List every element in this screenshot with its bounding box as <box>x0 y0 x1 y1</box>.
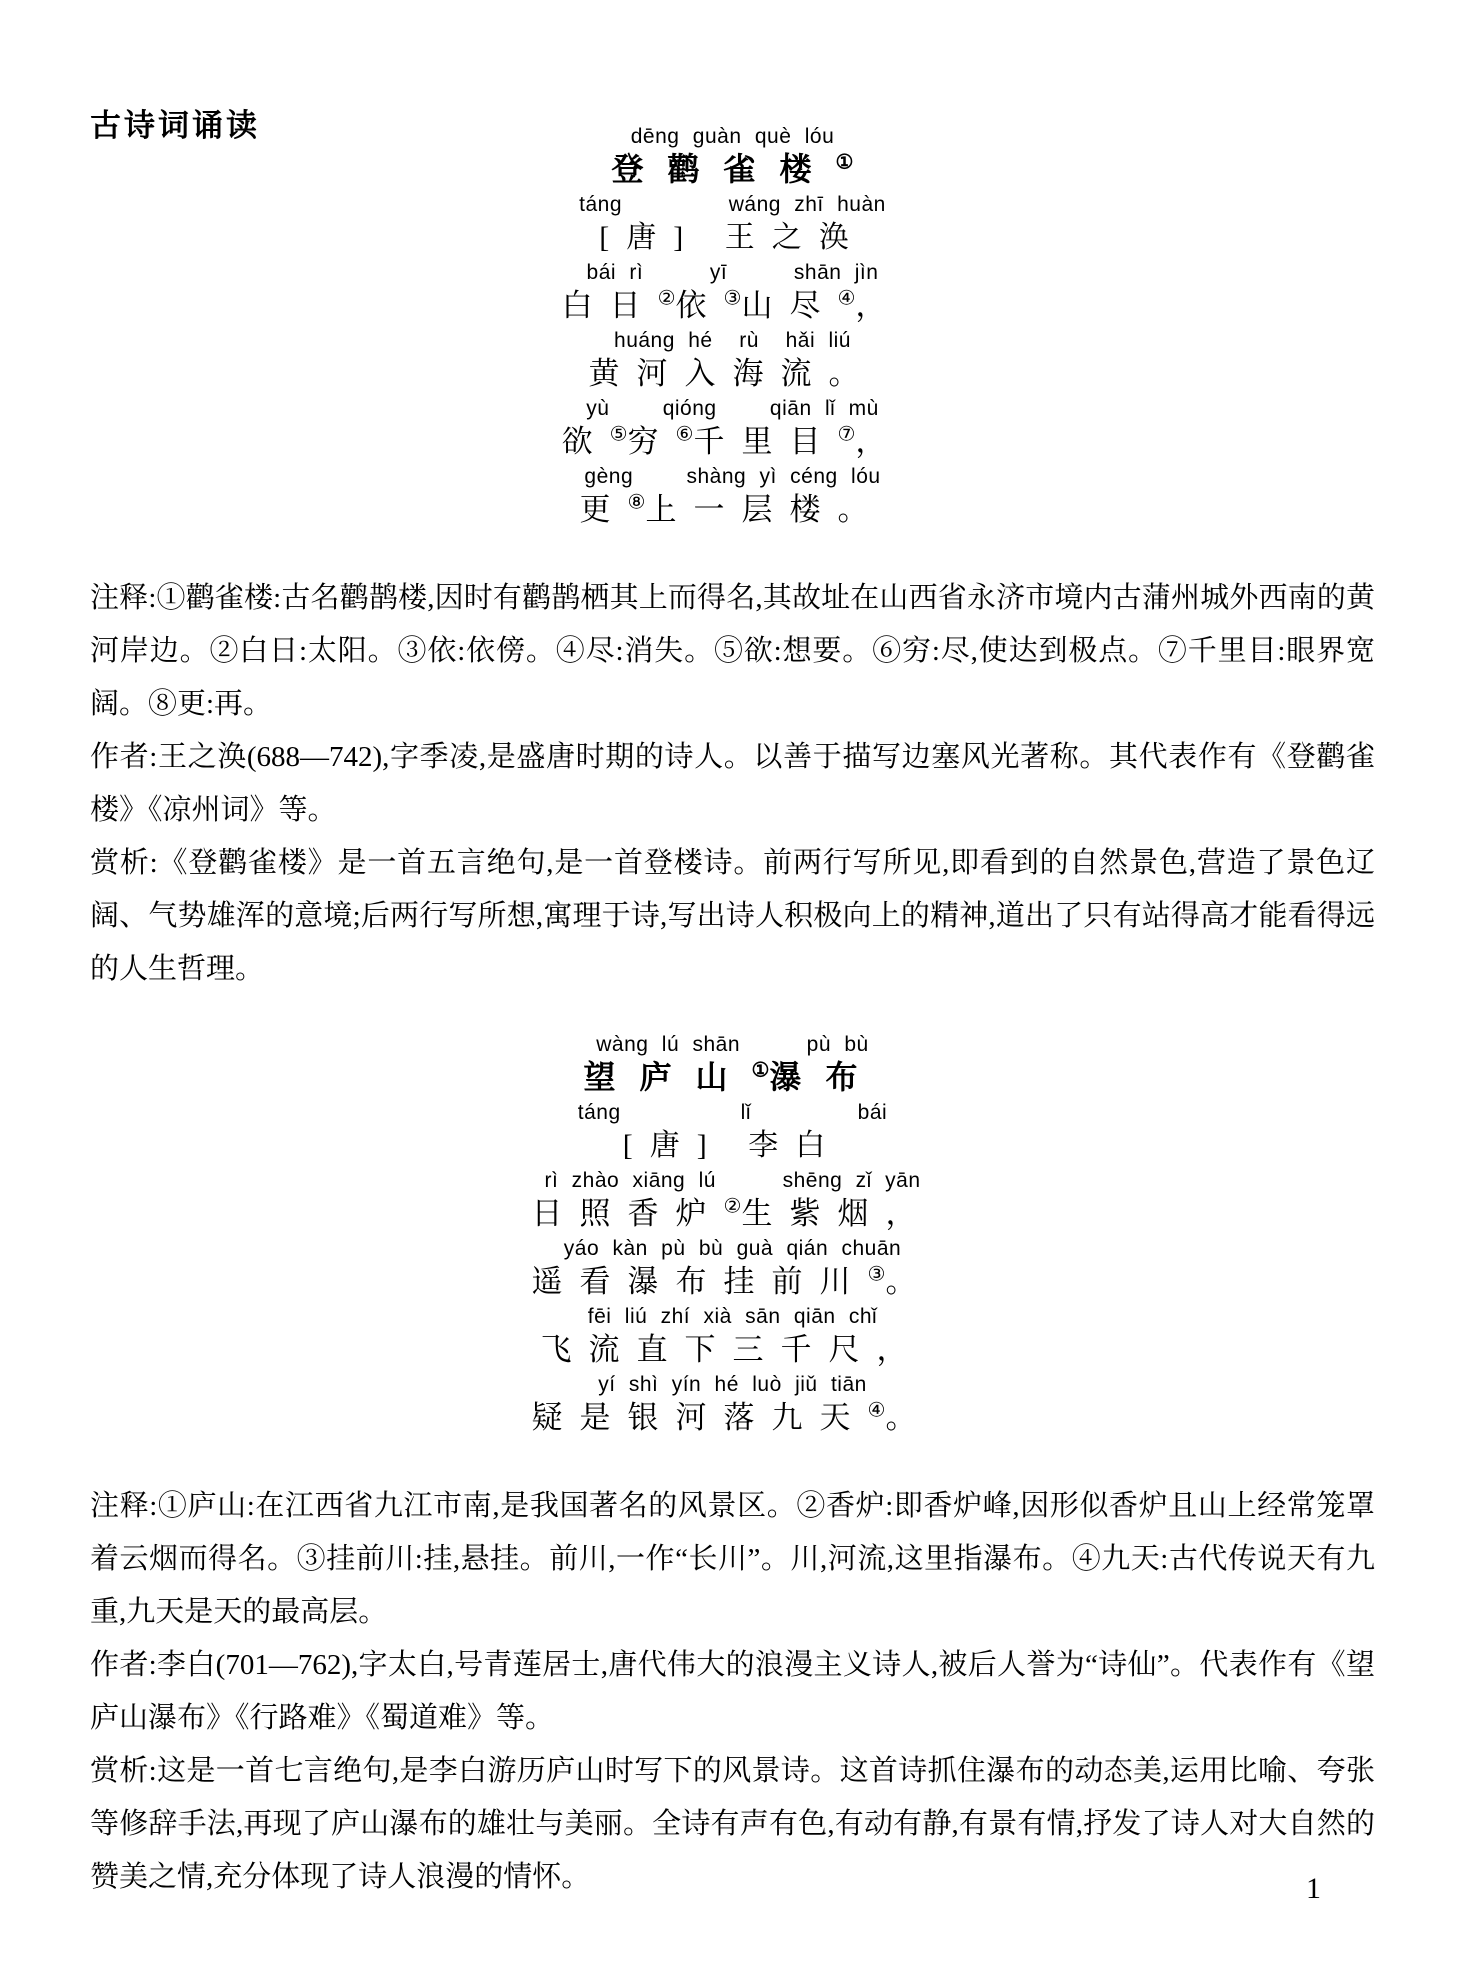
poem-author: [唐] 王之涣 <box>599 221 866 254</box>
title-couplet <box>90 124 1375 190</box>
verse-pinyin-line: gèng shàng yì céng lóu <box>584 465 881 488</box>
annotation-ref: ① <box>835 151 854 174</box>
poem-author: [唐] 李白 <box>622 1129 843 1162</box>
author-pinyin-line: táng lǐ bái <box>577 1101 888 1124</box>
page-number: 1 <box>1306 1872 1321 1905</box>
poem-block <box>90 996 1375 1904</box>
verse-pinyin-line: huáng hé rù hǎi liú <box>614 329 851 352</box>
verse-line: 遥看瀑布挂前川③。 <box>531 1263 934 1299</box>
annotation-ref: ③ <box>723 287 742 310</box>
poem-paragraphs <box>90 1440 1375 1904</box>
poem-title: 登鹳雀楼① <box>611 151 854 187</box>
verse-couplet <box>90 1168 1375 1234</box>
verse-line: 飞流直下三千尺， <box>540 1332 925 1367</box>
verse-couplet <box>90 328 1375 394</box>
page-content <box>90 0 1375 1904</box>
annotation-ref: ⑦ <box>837 423 856 446</box>
poem-block <box>90 0 1375 996</box>
annotation-ref: ① <box>751 1059 770 1082</box>
verse-pinyin-line: yí shì yín hé luò jiǔ tiān <box>598 1373 867 1396</box>
verse-pinyin-line: yù qióng qiān lǐ mù <box>586 397 879 420</box>
annotation-ref: ⑤ <box>609 423 628 446</box>
verse-line: 疑是银河落九天④。 <box>531 1399 934 1435</box>
verse-couplet <box>90 260 1375 326</box>
annotation-ref: ② <box>657 287 676 310</box>
annotation-ref: ④ <box>837 287 856 310</box>
author-pinyin-line: táng wáng zhī huàn <box>579 193 886 216</box>
title-pinyin-line: wàng lú shān pù bù <box>596 1033 869 1056</box>
title-couplet <box>90 1032 1375 1098</box>
author-paragraph: 作者:李白(701—762),字太白,号青莲居士,唐代伟大的浪漫主义诗人,被后人誉为“诗仙”。代表作有《望庐山瀑布》《行路难》《蜀道难》等。 <box>90 1649 1375 1734</box>
poems-container <box>90 0 1375 1904</box>
verse-pinyin-line: rì zhào xiāng lú shēng zǐ yān <box>544 1169 921 1192</box>
author-couplet <box>90 192 1375 258</box>
verse-line: 日照香炉②生紫烟， <box>531 1195 934 1231</box>
author-paragraph: 作者:王之涣(688—742),字季凌,是盛唐时期的诗人。以善于描写边塞风光著称。其代表作有《登鹳雀楼》《凉州词》等。 <box>90 741 1375 826</box>
poem-paragraphs <box>90 532 1375 996</box>
analysis-paragraph: 赏析:《登鹳雀楼》是一首五言绝句,是一首登楼诗。前两行写所见,即看到的自然景色,营造了景色辽阔、气势雄浑的意境;后两行写所想,寓理于诗,写出诗人积极向上的精神,道出了只有站得高才能看得远的人生哲理。 <box>90 847 1375 985</box>
notes-paragraph: 注释:①鹳雀楼:古名鹳鹊楼,因时有鹳鹊栖其上而得名,其故址在山西省永济市境内古蒲州城外西南的黄河岸边。②白日:太阳。③依:依傍。④尽:消失。⑤欲:想要。⑥穷:尽,使达到极点。⑦千里目:眼界宽阔。⑧更:再。 <box>90 582 1375 720</box>
verse-line: 白日②依③山尽④， <box>561 287 904 323</box>
annotation-ref: ⑧ <box>627 491 646 514</box>
title-pinyin-line: dēng guàn què lóu <box>630 125 835 148</box>
annotation-ref: ③ <box>867 1263 886 1286</box>
verse-line: 黄河入海流。 <box>588 356 877 391</box>
analysis-paragraph: 赏析:这是一首七言绝句,是李白游历庐山时写下的风景诗。这首诗抓住瀑布的动态美,运用比喻、夸张等修辞手法,再现了庐山瀑布的雄壮与美丽。全诗有声有色,有动有静,有景有情,抒发了诗人对大自然的赞美之情,充分体现了诗人浪漫的情怀。 <box>90 1755 1375 1893</box>
notes-paragraph: 注释:①庐山:在江西省九江市南,是我国著名的风景区。②香炉:即香炉峰,因形似香炉且山上经常笼罩着云烟而得名。③挂前川:挂,悬挂。前川,一作“长川”。川,河流,这里指瀑布。④九天:古代传说天有九重,九天是天的最高层。 <box>90 1490 1375 1628</box>
verse-couplet <box>90 1372 1375 1438</box>
author-couplet <box>90 1100 1375 1166</box>
verse-couplet <box>90 464 1375 530</box>
verse-line: 更⑧上一层楼。 <box>579 491 886 527</box>
verse-couplet <box>90 1304 1375 1370</box>
verse-line: 欲⑤穷⑥千里目⑦， <box>561 423 904 459</box>
annotation-ref: ④ <box>867 1399 886 1422</box>
verse-pinyin-line: bái rì yī shān jìn <box>586 261 879 284</box>
verse-couplet <box>90 1236 1375 1302</box>
section-header: 古诗词诵读 <box>90 108 260 143</box>
verse-couplet <box>90 396 1375 462</box>
verse-pinyin-line: yáo kàn pù bù guà qián chuān <box>563 1237 902 1260</box>
annotation-ref: ⑥ <box>675 423 694 446</box>
annotation-ref: ② <box>723 1195 742 1218</box>
verse-pinyin-line: fēi liú zhí xià sān qiān chǐ <box>587 1305 878 1328</box>
poem-title: 望庐山①瀑布 <box>583 1059 882 1095</box>
